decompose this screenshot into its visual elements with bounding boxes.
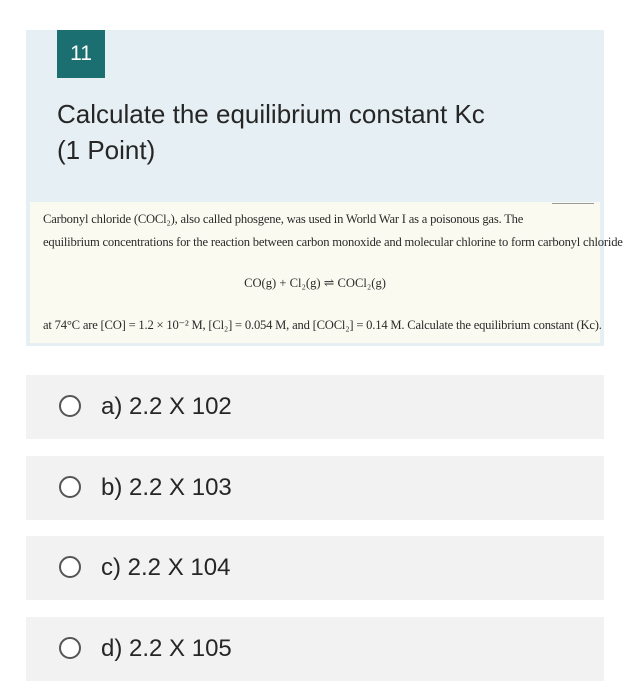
reaction-equation: CO(g) + Cl₂(g) ⇌ COCl₂(g) bbox=[244, 276, 386, 290]
image-divider bbox=[552, 203, 594, 204]
option-a[interactable] bbox=[26, 375, 604, 439]
question-title-text: Calculate the equilibrium constant Kc bbox=[57, 99, 485, 129]
option-c[interactable] bbox=[26, 536, 604, 600]
radio-button[interactable] bbox=[59, 556, 81, 578]
option-label: d) 2.2 X 105 bbox=[101, 635, 232, 662]
question-title bbox=[57, 96, 577, 168]
radio-button[interactable] bbox=[59, 395, 81, 417]
problem-text-conditions: at 74°C are [CO] = 1.2 × 10⁻² M, [Cl₂] = 0.054 M, and [COCl₂] = 0.14 M. Calculate the equilibrium constant (Kc). bbox=[43, 318, 602, 332]
question-image bbox=[30, 202, 623, 343]
option-label: c) 2.2 X 104 bbox=[101, 554, 231, 581]
question-number-badge: 11 bbox=[57, 30, 105, 78]
problem-text-line: equilibrium concentrations for the reaction between carbon monoxide and molecular chlorine to form carbonyl chloride bbox=[43, 235, 623, 249]
question-card bbox=[26, 30, 623, 346]
option-label: b) 2.2 X 103 bbox=[101, 474, 232, 501]
problem-text-intro bbox=[43, 208, 623, 254]
question-points: (1 Point) bbox=[57, 135, 156, 165]
radio-button[interactable] bbox=[59, 637, 81, 659]
option-label: a) 2.2 X 102 bbox=[101, 393, 232, 420]
option-b[interactable] bbox=[26, 456, 604, 520]
option-d[interactable] bbox=[26, 617, 604, 681]
radio-button[interactable] bbox=[59, 476, 81, 498]
problem-text-line: Carbonyl chloride (COCl₂), also called phosgene, was used in World War I as a poisonous gas. The bbox=[43, 212, 524, 226]
